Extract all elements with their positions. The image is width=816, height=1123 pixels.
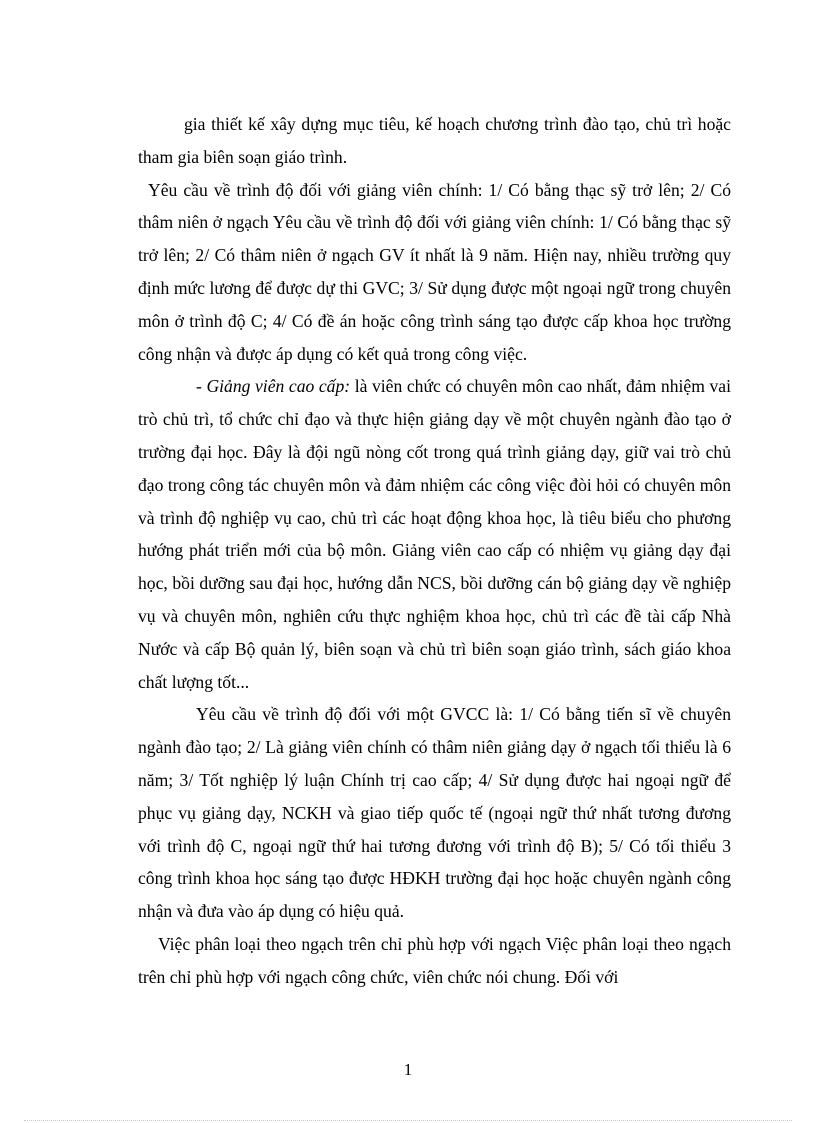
paragraph-4: Yêu cầu về trình độ đối với một GVCC là: 1/ Có bằng tiến sĩ về chuyên ngành đào tạo; 2/ Là giảng viên chính có thâm niên giảng dạy ở ngạch tối thiểu là 6 năm; 3/ Tốt nghiệp lý luận Chính trị cao cấp; 4/ Sử dụng được hai ngoại ngữ để phục vụ giảng dạy, NCKH và giao tiếp quốc tế (ngoại ngữ thứ nhất tương đương với trình độ C, ngoại ngữ thứ hai tương đương với trình độ B); 5/ Có tối thiểu 3 công trình khoa học sáng tạo được HĐKH trường đại học hoặc chuyên ngành công nhận và đưa vào áp dụng có hiệu quả. <box>138 704 731 922</box>
page-bottom-divider <box>24 1120 792 1121</box>
body-text <box>138 108 731 994</box>
paragraph-5: Việc phân loại theo ngạch trên chỉ phù hợp với ngạch Việc phân loại theo ngạch trên chỉ phù hợp với ngạch công chức, viên chức nói chung. Đối với <box>138 933 731 987</box>
paragraph-3 <box>138 370 731 698</box>
term-giang-vien-cao-cap: Giảng viên cao cấp: <box>206 376 351 397</box>
paragraph-2: Yêu cầu về trình độ đối với giảng viên chính: 1/ Có bằng thạc sỹ trở lên; 2/ Có thâm niên ở ngạch Yêu cầu về trình độ đối với giảng viên chính: 1/ Có bằng thạc sỹ trở lên; 2/ Có thâm niên ở ngạch GV ít nhất là 9 năm. Hiện nay, nhiều trường quy định mức lương để được dự thi GVC; 3/ Sử dụng được một ngoại ngữ trong chuyên môn ở trình độ C; 4/ Có đề án hoặc công trình sáng tạo được cấp khoa học trường công nhận và được áp dụng có kết quả trong công việc. <box>138 179 731 364</box>
paragraph-3-body: là viên chức có chuyên môn cao nhất, đảm nhiệm vai trò chủ trì, tổ chức chỉ đạo và thực hiện giảng dạy về một chuyên ngành đào tạo ở trường đại học. Đây là đội ngũ nòng cốt trong quá trình giảng dạy, giữ vai trò chủ đạo trong công tác chuyên môn và đảm nhiệm các công việc đòi hỏi có chuyên môn và trình độ nghiệp vụ cao, chủ trì các hoạt động khoa học, là tiêu biểu cho phương hướng phát triển mới của bộ môn. Giảng viên cao cấp có nhiệm vụ giảng dạy đại học, bồi dưỡng sau đại học, hướng dẫn NCS, bồi dưỡng cán bộ giảng dạy về nghiệp vụ và chuyên môn, nghiên cứu thực nghiệm khoa học, chủ trì các đề tài cấp Nhà Nước và cấp Bộ quản lý, biên soạn và chủ trì biên soạn giáo trình, sách giáo khoa chất lượng tốt... <box>138 376 731 692</box>
list-dash: - <box>196 376 207 397</box>
page-number: 1 <box>403 1060 413 1079</box>
paragraph-1: gia thiết kế xây dựng mục tiêu, kế hoạch chương trình đào tạo, chủ trì hoặc tham gia biên soạn giáo trình. <box>138 114 731 167</box>
